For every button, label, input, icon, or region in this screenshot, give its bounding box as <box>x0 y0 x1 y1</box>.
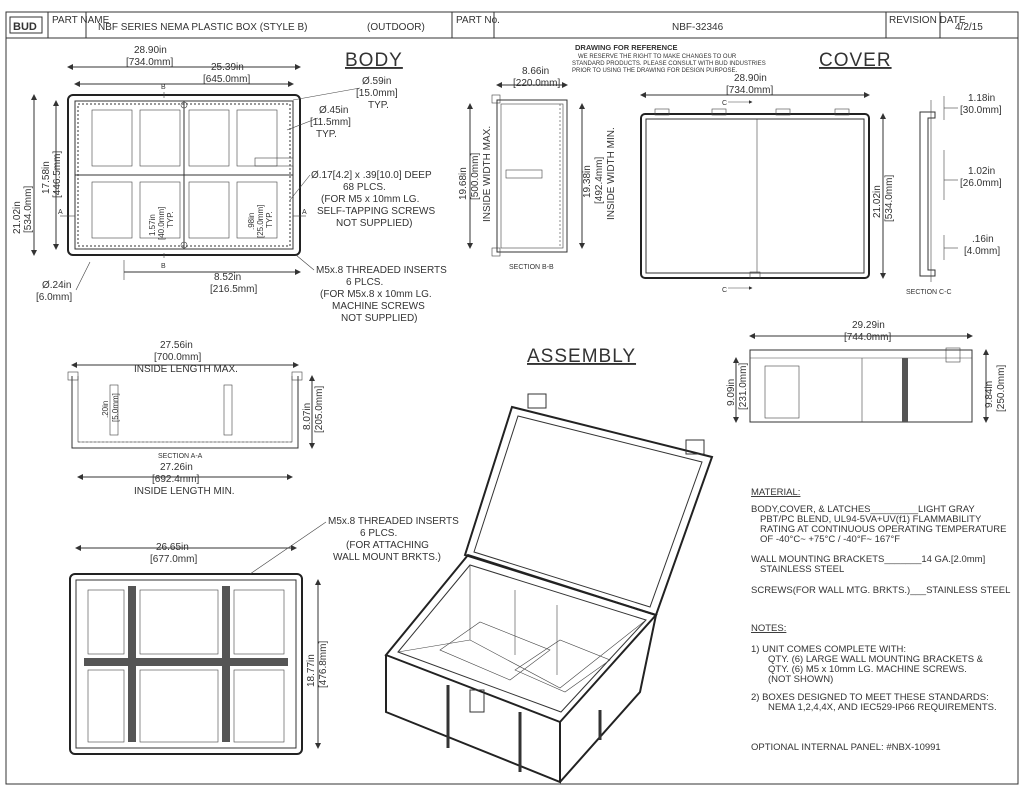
body-height-mm: [534.0mm] <box>23 185 34 233</box>
bb-min-label: INSIDE WIDTH MIN. <box>606 127 617 220</box>
cc-dim1-in: 1.18in <box>968 93 996 104</box>
material-block <box>751 487 1010 596</box>
hole-diameter-in: Ø.45in <box>319 105 349 116</box>
cc-dim3-in: .16in <box>972 234 994 245</box>
corner-hole-in: Ø.24in <box>42 280 72 291</box>
note-2b: NEMA 1,2,4,4X, AND IEC529-IP66 REQUIREMENTS. <box>768 702 997 713</box>
screw-note-4: SELF-TAPPING SCREWS <box>317 206 436 217</box>
body-inner-width-mm: [645.0mm] <box>203 74 251 85</box>
reference-line-3: PRIOR TO USING THE DRAWING FOR DESIGN PURPOSE. <box>572 68 738 74</box>
span-dim-mm: [216.5mm] <box>210 284 258 295</box>
screw-note-1: Ø.17[4.2] x .39[10.0] DEEP <box>311 170 432 181</box>
part-variant: (OUTDOOR) <box>367 22 425 33</box>
part-name-label: PART NAME <box>52 15 110 26</box>
bottom-insert-note-1: M5x.8 THREADED INSERTS <box>328 516 459 527</box>
aa-min-mm: [692.4mm] <box>152 474 200 485</box>
material-line-6: STAINLESS STEEL <box>760 564 845 575</box>
screw-note-2: 68 PLCS. <box>343 182 386 193</box>
title-block <box>6 12 1018 38</box>
boss-diameter-mm: [15.0mm] <box>356 88 398 99</box>
bottom-height-in: 18.77in <box>306 654 317 687</box>
material-line-2: PBT/PC BLEND, UL94-5VA+UV(f1) FLAMMABILITY <box>760 514 982 525</box>
section-marker-b-top: B <box>161 84 166 91</box>
hole-typ: TYP. <box>316 129 337 140</box>
cc-dim3-mm: [4.0mm] <box>964 246 1001 257</box>
hole-diameter-mm: [11.5mm] <box>310 117 351 128</box>
cc-dim2-in: 1.02in <box>968 166 996 177</box>
note-2a: 2) BOXES DESIGNED TO MEET THESE STANDARDS: <box>751 692 989 703</box>
rib2-dim-mm: [25.0mm] <box>256 204 265 238</box>
span-dim-in: 8.52in <box>214 272 242 283</box>
notes-heading: NOTES: <box>751 623 787 634</box>
bottom-height-mm: [476.8mm] <box>318 640 329 688</box>
rib2-dim-typ: TYP. <box>265 211 274 228</box>
reference-heading: DRAWING FOR REFERENCE <box>575 43 678 52</box>
part-no-label: PART No. <box>456 15 500 26</box>
screw-note-3: (FOR M5 x 10mm LG. <box>321 194 420 205</box>
side-h2-in: 9.84in <box>984 380 995 408</box>
company-logo: BUD <box>13 21 37 33</box>
reference-line-2: STANDARD PRODUCTS. PLEASE CONSULT WITH BUD INDUSTRIES <box>572 61 766 67</box>
note-1a: 1) UNIT COMES COMPLETE WITH: <box>751 644 907 655</box>
corner-hole-mm: [6.0mm] <box>36 292 73 303</box>
material-line-5: WALL MOUNTING BRACKETS_______14 GA.[2.0mm] <box>751 554 986 565</box>
notes-block <box>751 623 997 753</box>
section-marker-c-top: C <box>722 100 728 107</box>
section-marker-b-bottom: B <box>161 263 166 270</box>
body-insert-note-1: M5x.8 THREADED INSERTS <box>316 265 447 276</box>
cover-view <box>641 73 895 294</box>
section-cc-view <box>906 93 1002 296</box>
rib-dim-mm: [40.0mm] <box>157 206 166 240</box>
bb-max-in: 19.68in <box>458 167 469 200</box>
rib-dim-typ: TYP. <box>166 211 175 228</box>
bb-min-in: 19.38in <box>582 165 593 198</box>
aa-depth-mm: [205.0mm] <box>314 385 325 433</box>
boss-typ: TYP. <box>368 100 389 111</box>
section-bb-label: SECTION B-B <box>509 264 554 271</box>
body-insert-note-4: MACHINE SCREWS <box>332 301 425 312</box>
body-width-in: 28.90in <box>134 45 167 56</box>
boss-diameter-in: Ø.59in <box>362 76 392 87</box>
body-width-mm: [734.0mm] <box>126 57 174 68</box>
rib-dim-in: 1.57in <box>148 214 157 236</box>
cover-width-mm: [734.0mm] <box>726 85 774 96</box>
screw-note-5: NOT SUPPLIED) <box>336 218 413 229</box>
section-marker-a-right: A <box>302 209 307 216</box>
material-line-4: OF -40°C~ +75°C / -40°F~ 167°F <box>760 534 901 545</box>
side-h1-mm: [231.0mm] <box>738 362 749 410</box>
bottom-insert-note-4: WALL MOUNT BRKTS.) <box>333 552 441 563</box>
body-inner-height-mm: [446.5mm] <box>52 150 63 198</box>
aa-depth-in: 8.07in <box>302 402 313 430</box>
revision-label: REVISION DATE <box>889 15 966 26</box>
note-1c: QTY. (6) M5 x 10mm LG. MACHINE SCREWS. <box>768 664 967 675</box>
optional-panel-note: OPTIONAL INTERNAL PANEL: #NBX-10991 <box>751 742 941 753</box>
view-title-cover: COVER <box>819 50 892 71</box>
bb-max-mm: [500.0mm] <box>470 152 481 200</box>
side-view <box>726 320 1007 422</box>
note-1b: QTY. (6) LARGE WALL MOUNTING BRACKETS & <box>768 654 984 665</box>
body-inner-width-in: 25.39in <box>211 62 244 73</box>
bottom-insert-note-2: 6 PLCS. <box>360 528 398 539</box>
part-number: NBF-32346 <box>672 22 724 33</box>
aa-wall-mm: [5.0mm] <box>111 393 120 422</box>
cc-dim1-mm: [30.0mm] <box>960 105 1002 116</box>
bottom-width-in: 26.65in <box>156 542 189 553</box>
reference-line-1: WE RESERVE THE RIGHT TO MAKE CHANGES TO OUR <box>578 54 737 60</box>
aa-min-label: INSIDE LENGTH MIN. <box>134 486 235 497</box>
material-line-3: RATING AT CONTINUOUS OPERATING TEMPERATURE <box>760 524 1007 535</box>
section-marker-c-bottom: C <box>722 287 728 294</box>
aa-wall-in: .20in <box>101 400 110 418</box>
aa-min-in: 27.26in <box>160 462 193 473</box>
cover-width-in: 28.90in <box>734 73 767 84</box>
cover-height-mm: [534.0mm] <box>884 174 895 222</box>
section-cc-label: SECTION C-C <box>906 289 952 296</box>
body-inner-height-in: 17.58in <box>41 161 52 194</box>
bottom-insert-note-3: (FOR ATTACHING <box>346 540 429 551</box>
material-line-1: BODY,COVER, & LATCHES_________LIGHT GRAY <box>751 504 975 515</box>
section-marker-a-left: A <box>58 209 63 216</box>
aa-max-label: INSIDE LENGTH MAX. <box>134 364 238 375</box>
section-aa-view <box>68 340 325 497</box>
body-insert-note-2: 6 PLCS. <box>346 277 384 288</box>
material-line-7: SCREWS(FOR WALL MTG. BRKTS.)___STAINLESS STEEL <box>751 585 1011 596</box>
revision-date: 4/2/15 <box>955 22 983 33</box>
aa-max-mm: [700.0mm] <box>154 352 202 363</box>
side-width-in: 29.29in <box>852 320 885 331</box>
reference-note <box>572 43 766 74</box>
note-1d: (NOT SHOWN) <box>768 674 834 685</box>
side-h2-mm: [250.0mm] <box>996 364 1007 412</box>
body-top-view <box>58 84 307 270</box>
bb-min-mm: [492.4mm] <box>594 156 605 204</box>
assembly-isometric <box>386 394 712 782</box>
bottom-width-mm: [677.0mm] <box>150 554 198 565</box>
view-title-body: BODY <box>345 50 403 71</box>
cover-height-in: 21.02in <box>872 185 883 218</box>
body-height-in: 21.02in <box>12 201 23 234</box>
section-bb-view <box>458 66 617 271</box>
part-name: NBF SERIES NEMA PLASTIC BOX (STYLE B) <box>98 22 308 33</box>
bb-top-mm: [220.0mm] <box>513 78 561 89</box>
rib2-dim-in: .98in <box>247 212 256 230</box>
side-width-mm: [744.0mm] <box>844 332 892 343</box>
body-insert-note-5: NOT SUPPLIED) <box>341 313 418 324</box>
bb-top-in: 8.66in <box>522 66 550 77</box>
material-heading: MATERIAL: <box>751 487 801 498</box>
aa-max-in: 27.56in <box>160 340 193 351</box>
bb-max-label: INSIDE WIDTH MAX. <box>482 125 493 222</box>
body-dimensions <box>12 45 447 324</box>
body-insert-note-3: (FOR M5x.8 x 10mm LG. <box>320 289 432 300</box>
cc-dim2-mm: [26.0mm] <box>960 178 1002 189</box>
section-aa-label: SECTION A-A <box>158 453 203 460</box>
side-h1-in: 9.09in <box>726 378 737 406</box>
view-title-assembly: ASSEMBLY <box>527 346 637 367</box>
